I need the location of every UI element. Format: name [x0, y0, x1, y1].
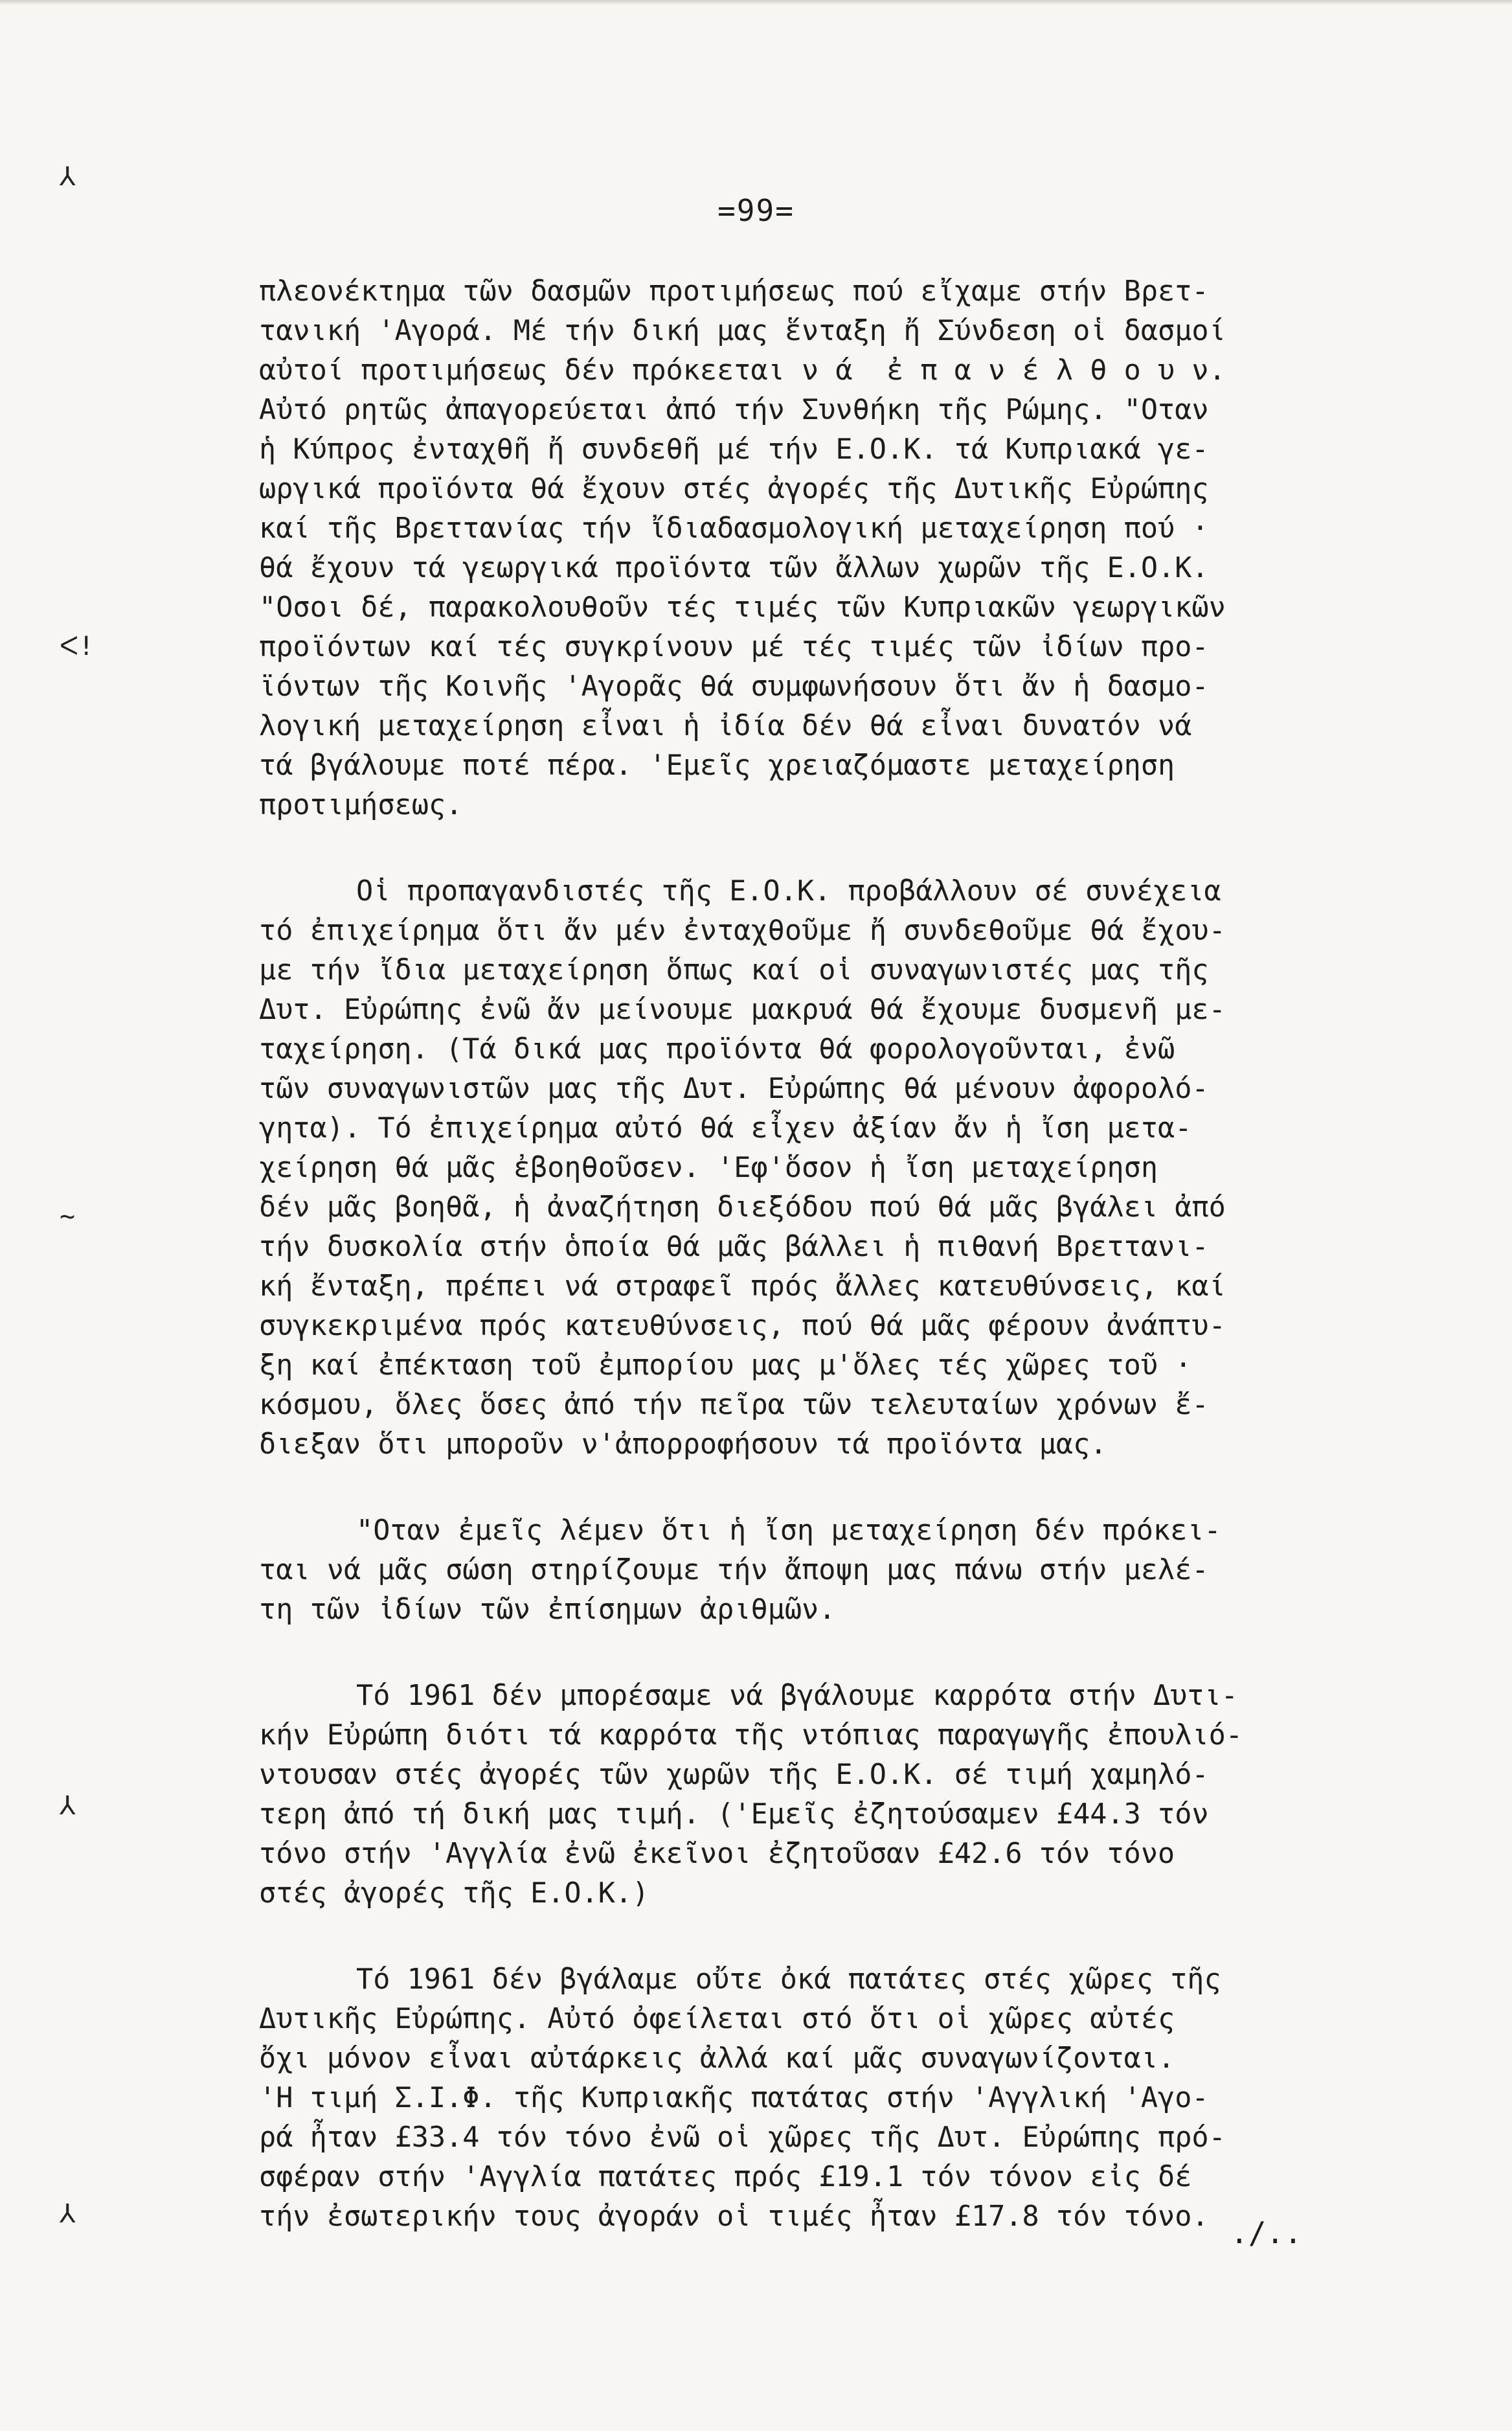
- page-top-edge: [0, 0, 1512, 5]
- text-line: τό ἐπιχείρημα ὅτι ἄν μέν ἐνταχθοῦμε ἤ συνδεθοῦμε θά ἔχου-: [259, 915, 1226, 947]
- text-line: διεξαν ὅτι μποροῦν ν'ἀπορροφήσουν τά προϊόντα μας.: [259, 1428, 1107, 1461]
- continuation-mark: ./..: [1230, 2215, 1302, 2250]
- text-line: "Οσοι δέ, παρακολουθοῦν τές τιμές τῶν Κυπριακῶν γεωργικῶν: [259, 591, 1226, 624]
- paragraph: [259, 272, 1418, 825]
- text-line: Δυτ. Εὐρώπης ἐνῶ ἄν μείνουμε μακρυά θά ἔχουμε δυσμενῆ με-: [259, 994, 1226, 1026]
- text-line: τη τῶν ἰδίων τῶν ἐπίσημων ἀριθμῶν.: [259, 1593, 836, 1626]
- text-line: Δυτικῆς Εὐρώπης. Αὐτό ὀφείλεται στό ὅτι οἱ χῶρες αὐτές: [259, 2003, 1175, 2035]
- text-line: ρά ἦταν £33.4 τόν τόνο ἐνῶ οἱ χῶρες τῆς Δυτ. Εὐρώπης πρό-: [259, 2121, 1226, 2154]
- text-line: ται νά μᾶς σώση στηρίζουμε τήν ἄποψη μας πάνω στήν μελέ-: [259, 1554, 1209, 1586]
- margin-mark: ~: [60, 1202, 76, 1231]
- page-number: =99=: [717, 193, 795, 228]
- text-line: Οἱ προπαγανδιστές τῆς Ε.Ο.Κ. προβάλλουν σέ συνέχεια: [356, 875, 1221, 907]
- text-line: κόσμου, ὅλες ὅσες ἀπό τήν πεῖρα τῶν τελευταίων χρόνων ἔ-: [259, 1389, 1209, 1421]
- text-line: τήν ἐσωτερικήν τους ἀγοράν οἱ τιμές ἦταν £17.8 τόν τόνο.: [259, 2200, 1209, 2233]
- text-line: "Οταν ἐμεῖς λέμεν ὅτι ἡ ἴση μεταχείρηση δέν πρόκει-: [356, 1514, 1221, 1547]
- text-line: συγκεκριμένα πρός κατευθύνσεις, πού θά μᾶς φέρουν ἀνάπτυ-: [259, 1310, 1226, 1342]
- margin-mark: ⅄: [60, 162, 76, 192]
- paragraph: [259, 1960, 1418, 2237]
- text-line: Τό 1961 δέν βγάλαμε οὔτε ὀκά πατάτες στές χῶρες τῆς: [356, 1963, 1221, 1996]
- text-line: ντουσαν στές ἀγορές τῶν χωρῶν τῆς Ε.Ο.Κ. σέ τιμή χαμηλό-: [259, 1759, 1209, 1791]
- text-line: ὄχι μόνον εἶναι αὐτάρκεις ἀλλά καί μᾶς συναγωνίζονται.: [259, 2042, 1175, 2075]
- text-line: ταχείρηση. (Τά δικά μας προϊόντα θά φορολογοῦνται, ἐνῶ: [259, 1033, 1175, 1066]
- text-line: τανική 'Αγορά. Μέ τήν δική μας ἕνταξη ἤ Σύνδεση οἱ δασμοί: [259, 315, 1226, 347]
- text-line: ξη καί ἐπέκταση τοῦ ἐμπορίου μας μ'ὅλες τές χῶρες τοῦ ·: [259, 1349, 1192, 1382]
- text-line: τήν δυσκολία στήν ὁποία θά μᾶς βάλλει ἡ πιθανή Βρεττανι-: [259, 1231, 1209, 1263]
- text-line: προτιμήσεως.: [259, 789, 463, 821]
- text-line: κήν Εὐρώπη διότι τά καρρότα τῆς ντόπιας παραγωγῆς ἐπουλιό-: [259, 1719, 1243, 1752]
- text-line: τά βγάλουμε ποτέ πέρα. 'Εμεῖς χρειαζόμαστε μεταχείρηση: [259, 749, 1175, 782]
- text-line: γητα). Τό ἐπιχείρημα αὐτό θά εἶχεν ἀξίαν ἄν ἡ ἴση μετα-: [259, 1112, 1192, 1145]
- text-line: καί τῆς Βρεττανίας τήν ἴδιαδασμολογική μεταχείρηση πού ·: [259, 512, 1209, 545]
- text-line: σφέραν στήν 'Αγγλία πατάτες πρός £19.1 τόν τόνον εἰς δέ: [259, 2161, 1192, 2193]
- text-line: 'Η τιμή Σ.Ι.Φ. τῆς Κυπριακῆς πατάτας στήν 'Αγγλική 'Αγο-: [259, 2082, 1209, 2114]
- document-body: [259, 272, 1418, 2283]
- text-line: τερη ἀπό τή δική μας τιμή. ('Εμεῖς ἐζητούσαμεν £44.3 τόν: [259, 1798, 1209, 1831]
- text-line: πλεονέκτημα τῶν δασμῶν προτιμήσεως πού εἴχαμε στήν Βρετ-: [259, 275, 1209, 308]
- text-line: ϊόντων τῆς Κοινῆς 'Αγορᾶς θά συμφωνήσουν ὅτι ἄν ἡ δασμο-: [259, 670, 1209, 703]
- margin-mark: ᐸ!: [60, 632, 95, 661]
- margin-mark: ⅄: [60, 2199, 76, 2229]
- text-line: ωργικά προϊόντα θά ἔχουν στές ἀγορές τῆς Δυτικῆς Εὐρώπης: [259, 473, 1209, 505]
- text-line: με τήν ἴδια μεταχείρηση ὅπως καί οἱ συναγωνιστές μας τῆς: [259, 954, 1209, 987]
- text-line: Τό 1961 δέν μπορέσαμε νά βγάλουμε καρρότα στήν Δυτι-: [356, 1680, 1238, 1712]
- text-line: τῶν συναγωνιστῶν μας τῆς Δυτ. Εὐρώπης θά μένουν ἀφορολό-: [259, 1073, 1209, 1105]
- text-line: δέν μᾶς βοηθᾶ, ἡ ἀναζήτηση διεξόδου πού θά μᾶς βγάλει ἀπό: [259, 1191, 1226, 1224]
- margin-mark: ⅄: [60, 1791, 76, 1821]
- text-line: λογική μεταχείρηση εἶναι ἡ ἰδία δέν θά εἶναι δυνατόν νά: [259, 710, 1192, 742]
- text-line: χείρηση θά μᾶς ἐβοηθοῦσεν. 'Εφ'ὅσον ἡ ἴση μεταχείρηση: [259, 1152, 1158, 1184]
- text-line: αὐτοί προτιμήσεως δέν πρόκεεται ν ά ἐ π α ν έ λ θ ο υ ν.: [259, 354, 1226, 387]
- text-line: θά ἔχουν τά γεωργικά προϊόντα τῶν ἄλλων χωρῶν τῆς Ε.Ο.Κ.: [259, 552, 1209, 584]
- text-line: Αὐτό ρητῶς ἀπαγορεύεται ἀπό τήν Συνθήκη τῆς Ρώμης. "Οταν: [259, 394, 1209, 426]
- text-line: τόνο στήν 'Αγγλία ἐνῶ ἐκεῖνοι ἐζητοῦσαν £42.6 τόν τόνο: [259, 1838, 1175, 1870]
- text-line: στές ἀγορές τῆς Ε.Ο.Κ.): [259, 1877, 649, 1910]
- text-line: κή ἔνταξη, πρέπει νά στραφεῖ πρός ἄλλες κατευθύνσεις, καί: [259, 1270, 1226, 1303]
- paragraph: [259, 872, 1418, 1465]
- paragraph: [259, 1511, 1418, 1630]
- paragraph: [259, 1676, 1418, 1913]
- text-line: προϊόντων καί τές συγκρίνουν μέ τές τιμές τῶν ἰδίων προ-: [259, 631, 1209, 663]
- text-line: ἡ Κύπρος ἐνταχθῆ ἤ συνδεθῆ μέ τήν Ε.Ο.Κ. τά Κυπριακά γε-: [259, 433, 1209, 466]
